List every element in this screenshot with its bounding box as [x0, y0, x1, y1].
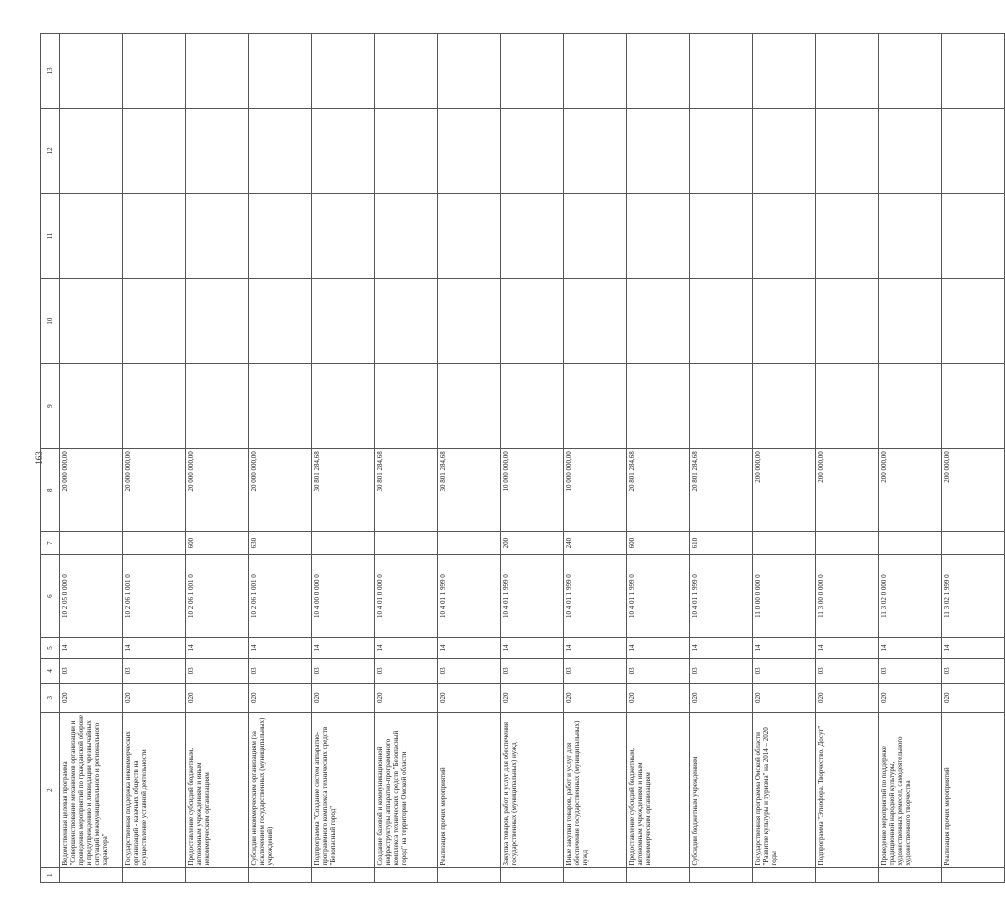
row-value-cell	[753, 108, 816, 193]
row-value-cell	[942, 279, 1005, 364]
row-value-cell	[942, 34, 1005, 109]
table-row	[690, 34, 753, 883]
row-value-cell	[186, 364, 249, 449]
row-value-cell: 14	[249, 638, 312, 659]
row-value-cell	[690, 34, 753, 109]
row-value-cell	[753, 34, 816, 109]
row-value-cell	[438, 279, 501, 364]
row-value-cell	[312, 108, 375, 193]
row-value-cell	[312, 868, 375, 883]
row-value-cell	[123, 532, 186, 555]
column-number-cell: 7	[41, 532, 60, 555]
column-number-cell: 1	[41, 868, 60, 883]
row-value-cell	[60, 279, 123, 364]
row-value-cell	[753, 193, 816, 278]
row-value-cell	[375, 364, 438, 449]
row-value-cell: 03	[501, 658, 564, 683]
row-value-cell	[123, 279, 186, 364]
row-value-cell: 11 3 02 1 999 0	[942, 555, 1005, 638]
row-value-cell: 10 2 05 0 000 0	[60, 555, 123, 638]
row-value-cell	[60, 193, 123, 278]
row-value-cell	[438, 193, 501, 278]
row-value-cell: 020	[690, 683, 753, 712]
row-value-cell: 020	[312, 683, 375, 712]
row-value-cell: 020	[60, 683, 123, 712]
row-value-cell: 10 000 000,00	[501, 449, 564, 532]
row-value-cell	[375, 868, 438, 883]
row-value-cell: 240	[564, 532, 627, 555]
row-value-cell	[564, 108, 627, 193]
row-name-cell: Предоставление субсидий бюджетным, автономным учреждениям и иным некоммерческим организациям	[627, 712, 690, 868]
row-value-cell: 630	[249, 532, 312, 555]
row-name-cell: Государственная поддержка некоммерческих организаций - казачьих обществ на осуществление уставной деятельности	[123, 712, 186, 868]
row-value-cell: 14	[753, 638, 816, 659]
row-value-cell: 020	[123, 683, 186, 712]
row-value-cell	[123, 364, 186, 449]
row-name-cell: Государственная программа Омской области "Развитие культуры и туризма" на 2014 – 2020 годы	[753, 712, 816, 868]
row-value-cell	[564, 868, 627, 883]
row-value-cell	[816, 868, 879, 883]
document-sheet	[34, 33, 951, 883]
row-value-cell: 30 801 284,68	[438, 449, 501, 532]
row-value-cell: 020	[942, 683, 1005, 712]
row-value-cell	[375, 193, 438, 278]
row-value-cell	[753, 364, 816, 449]
table-row	[816, 34, 879, 883]
row-name-cell: Ведомственная целевая программа "Совершенствование механизмов организации и проведения мероприятий по гражданской обороне и предупреждению и ликвидации чрезвычайных ситуаций межмуниципального и регионального характера"	[60, 712, 123, 868]
row-value-cell: 20 000 000,00	[123, 449, 186, 532]
row-value-cell: 600	[186, 532, 249, 555]
row-value-cell	[879, 868, 942, 883]
row-value-cell	[501, 279, 564, 364]
row-value-cell	[186, 108, 249, 193]
row-value-cell: 14	[564, 638, 627, 659]
row-value-cell	[753, 532, 816, 555]
row-value-cell	[816, 279, 879, 364]
row-value-cell: 10 000 000,00	[564, 449, 627, 532]
row-value-cell	[438, 868, 501, 883]
row-value-cell	[564, 34, 627, 109]
row-value-cell	[690, 108, 753, 193]
row-value-cell: 14	[375, 638, 438, 659]
table-row	[375, 34, 438, 883]
row-value-cell	[60, 34, 123, 109]
row-value-cell	[816, 364, 879, 449]
row-value-cell: 11 3 02 0 000 0	[879, 555, 942, 638]
row-value-cell: 20 801 284,68	[627, 449, 690, 532]
row-name-cell: Закупка товаров, работ и услуг для обеспечения государственных (муниципальных) нужд	[501, 712, 564, 868]
row-value-cell	[627, 193, 690, 278]
row-value-cell	[123, 108, 186, 193]
row-value-cell: 20 000 000,00	[186, 449, 249, 532]
row-value-cell	[60, 532, 123, 555]
row-value-cell	[690, 364, 753, 449]
row-value-cell	[627, 364, 690, 449]
row-value-cell	[879, 532, 942, 555]
row-value-cell	[123, 868, 186, 883]
row-value-cell: 03	[564, 658, 627, 683]
row-value-cell	[60, 364, 123, 449]
row-value-cell: 03	[753, 658, 816, 683]
row-value-cell	[312, 364, 375, 449]
row-name-cell: Создание базовой и коммуникационной инфраструктуры аппаратно-программного комплекса технических средств "Безопасный город" на территории Омской области	[375, 712, 438, 868]
column-number-row	[41, 34, 60, 883]
row-value-cell	[753, 279, 816, 364]
table-row	[753, 34, 816, 883]
row-value-cell: 14	[627, 638, 690, 659]
row-value-cell	[123, 34, 186, 109]
table-row	[123, 34, 186, 883]
row-value-cell: 20 000 000,00	[60, 449, 123, 532]
row-value-cell: 03	[942, 658, 1005, 683]
row-value-cell	[375, 279, 438, 364]
row-value-cell	[879, 34, 942, 109]
row-value-cell	[942, 364, 1005, 449]
row-value-cell: 03	[60, 658, 123, 683]
table-row	[438, 34, 501, 883]
row-value-cell: 020	[249, 683, 312, 712]
row-value-cell	[942, 532, 1005, 555]
row-value-cell: 14	[879, 638, 942, 659]
row-value-cell: 200	[501, 532, 564, 555]
row-value-cell	[942, 868, 1005, 883]
row-value-cell: 200 000,00	[942, 449, 1005, 532]
table-row	[879, 34, 942, 883]
column-number-cell: 2	[41, 712, 60, 868]
budget-table	[40, 33, 1005, 883]
column-number-cell: 12	[41, 108, 60, 193]
row-value-cell	[60, 868, 123, 883]
row-value-cell: 020	[501, 683, 564, 712]
row-value-cell	[942, 193, 1005, 278]
row-value-cell	[816, 34, 879, 109]
row-name-cell: Субсидии бюджетным учреждениям	[690, 712, 753, 868]
row-value-cell: 10 4 01 1 999 0	[690, 555, 753, 638]
row-value-cell	[690, 193, 753, 278]
row-value-cell	[879, 108, 942, 193]
row-value-cell: 10 2 06 1 001 0	[249, 555, 312, 638]
row-value-cell	[186, 34, 249, 109]
row-value-cell: 600	[627, 532, 690, 555]
row-value-cell: 30 801 284,68	[375, 449, 438, 532]
row-name-cell: Субсидии некоммерческим организациям (за исключением государственных (муниципальных) учреждений)	[249, 712, 312, 868]
row-value-cell: 020	[753, 683, 816, 712]
table-row	[942, 34, 1005, 883]
row-value-cell: 11 3 00 0 000 0	[816, 555, 879, 638]
column-number-cell: 9	[41, 364, 60, 449]
column-number-cell: 5	[41, 638, 60, 659]
row-value-cell	[438, 364, 501, 449]
row-value-cell	[249, 279, 312, 364]
row-value-cell: 020	[816, 683, 879, 712]
row-value-cell	[60, 108, 123, 193]
row-value-cell	[312, 193, 375, 278]
row-value-cell: 03	[375, 658, 438, 683]
row-value-cell	[123, 193, 186, 278]
row-value-cell	[375, 34, 438, 109]
row-value-cell	[879, 364, 942, 449]
row-value-cell	[249, 108, 312, 193]
row-value-cell	[501, 193, 564, 278]
row-value-cell: 14	[942, 638, 1005, 659]
row-value-cell: 020	[879, 683, 942, 712]
row-value-cell: 610	[690, 532, 753, 555]
row-value-cell: 03	[690, 658, 753, 683]
table-row	[186, 34, 249, 883]
row-value-cell: 200 000,00	[879, 449, 942, 532]
row-value-cell	[249, 364, 312, 449]
row-value-cell	[249, 193, 312, 278]
row-value-cell: 03	[186, 658, 249, 683]
column-number-cell: 6	[41, 555, 60, 638]
table-row	[564, 34, 627, 883]
row-value-cell	[438, 34, 501, 109]
row-value-cell	[816, 532, 879, 555]
row-value-cell	[249, 34, 312, 109]
row-value-cell	[375, 532, 438, 555]
row-value-cell: 03	[312, 658, 375, 683]
row-value-cell	[564, 279, 627, 364]
page-number: 163	[34, 451, 44, 465]
row-value-cell: 10 2 06 1 001 0	[186, 555, 249, 638]
row-value-cell: 020	[186, 683, 249, 712]
row-value-cell	[816, 193, 879, 278]
column-number-cell: 11	[41, 193, 60, 278]
column-number-cell: 10	[41, 279, 60, 364]
row-value-cell: 03	[123, 658, 186, 683]
row-value-cell	[438, 532, 501, 555]
row-value-cell: 03	[249, 658, 312, 683]
row-value-cell: 14	[438, 638, 501, 659]
table-body	[60, 34, 1005, 883]
table-row	[249, 34, 312, 883]
row-value-cell	[312, 279, 375, 364]
row-value-cell: 10 4 01 0 000 0	[375, 555, 438, 638]
row-value-cell: 30 801 284,68	[312, 449, 375, 532]
row-value-cell	[690, 868, 753, 883]
row-value-cell	[501, 364, 564, 449]
row-value-cell: 14	[60, 638, 123, 659]
row-value-cell	[249, 868, 312, 883]
row-name-cell: Реализация прочих мероприятий	[438, 712, 501, 868]
row-value-cell: 14	[186, 638, 249, 659]
table-row	[60, 34, 123, 883]
table-row	[312, 34, 375, 883]
row-value-cell: 14	[690, 638, 753, 659]
row-name-cell: Подпрограмма "Создание систем аппаратно-программного комплекса технических средств "Безопасный город"	[312, 712, 375, 868]
row-value-cell: 020	[438, 683, 501, 712]
row-value-cell	[816, 108, 879, 193]
row-value-cell	[186, 279, 249, 364]
row-value-cell: 020	[627, 683, 690, 712]
table-row	[501, 34, 564, 883]
row-value-cell	[627, 108, 690, 193]
row-value-cell	[627, 868, 690, 883]
row-value-cell: 03	[438, 658, 501, 683]
row-value-cell	[879, 279, 942, 364]
row-value-cell: 10 4 01 1 999 0	[627, 555, 690, 638]
row-value-cell	[501, 108, 564, 193]
row-value-cell: 20 000 000,00	[249, 449, 312, 532]
column-number-cell: 3	[41, 683, 60, 712]
column-number-cell: 8	[41, 449, 60, 532]
column-number-cell: 4	[41, 658, 60, 683]
row-value-cell: 03	[627, 658, 690, 683]
row-value-cell	[501, 34, 564, 109]
row-value-cell: 11 0 00 0 000 0	[753, 555, 816, 638]
row-value-cell	[312, 532, 375, 555]
column-number-cell: 13	[41, 34, 60, 109]
row-value-cell	[879, 193, 942, 278]
row-value-cell	[627, 34, 690, 109]
row-value-cell	[564, 364, 627, 449]
row-name-cell: Иные закупки товаров, работ и услуг для обеспечения государственных (муниципальных) нужд	[564, 712, 627, 868]
row-value-cell	[627, 279, 690, 364]
row-value-cell	[753, 868, 816, 883]
row-name-cell: Предоставление субсидий бюджетным, автономным учреждениям и иным некоммерческим организациям	[186, 712, 249, 868]
row-value-cell: 14	[501, 638, 564, 659]
row-name-cell: Подпрограмма "Этнофора. Творчество. Досуг"	[816, 712, 879, 868]
row-value-cell: 03	[816, 658, 879, 683]
row-value-cell: 10 4 00 0 000 0	[312, 555, 375, 638]
row-value-cell: 14	[816, 638, 879, 659]
row-value-cell	[186, 868, 249, 883]
row-name-cell: Проведение мероприятий по поддержке традиционной народной культуры, художественных ремесел, самодеятельного художественного творчества	[879, 712, 942, 868]
row-name-cell: Реализация прочих мероприятий	[942, 712, 1005, 868]
row-value-cell: 10 4 01 1 999 0	[501, 555, 564, 638]
row-value-cell: 020	[564, 683, 627, 712]
row-value-cell	[186, 193, 249, 278]
row-value-cell: 020	[375, 683, 438, 712]
row-value-cell: 20 801 284,68	[690, 449, 753, 532]
row-value-cell: 200 000,00	[816, 449, 879, 532]
row-value-cell: 14	[312, 638, 375, 659]
row-value-cell	[690, 279, 753, 364]
row-value-cell	[501, 868, 564, 883]
row-value-cell: 200 000,00	[753, 449, 816, 532]
row-value-cell	[375, 108, 438, 193]
row-value-cell: 10 2 06 1 001 0	[123, 555, 186, 638]
row-value-cell: 14	[123, 638, 186, 659]
row-value-cell	[564, 193, 627, 278]
row-value-cell	[312, 34, 375, 109]
table-row	[627, 34, 690, 883]
row-value-cell	[438, 108, 501, 193]
row-value-cell	[942, 108, 1005, 193]
row-value-cell: 10 4 01 1 999 0	[438, 555, 501, 638]
row-value-cell: 03	[879, 658, 942, 683]
row-value-cell: 10 4 01 1 999 0	[564, 555, 627, 638]
